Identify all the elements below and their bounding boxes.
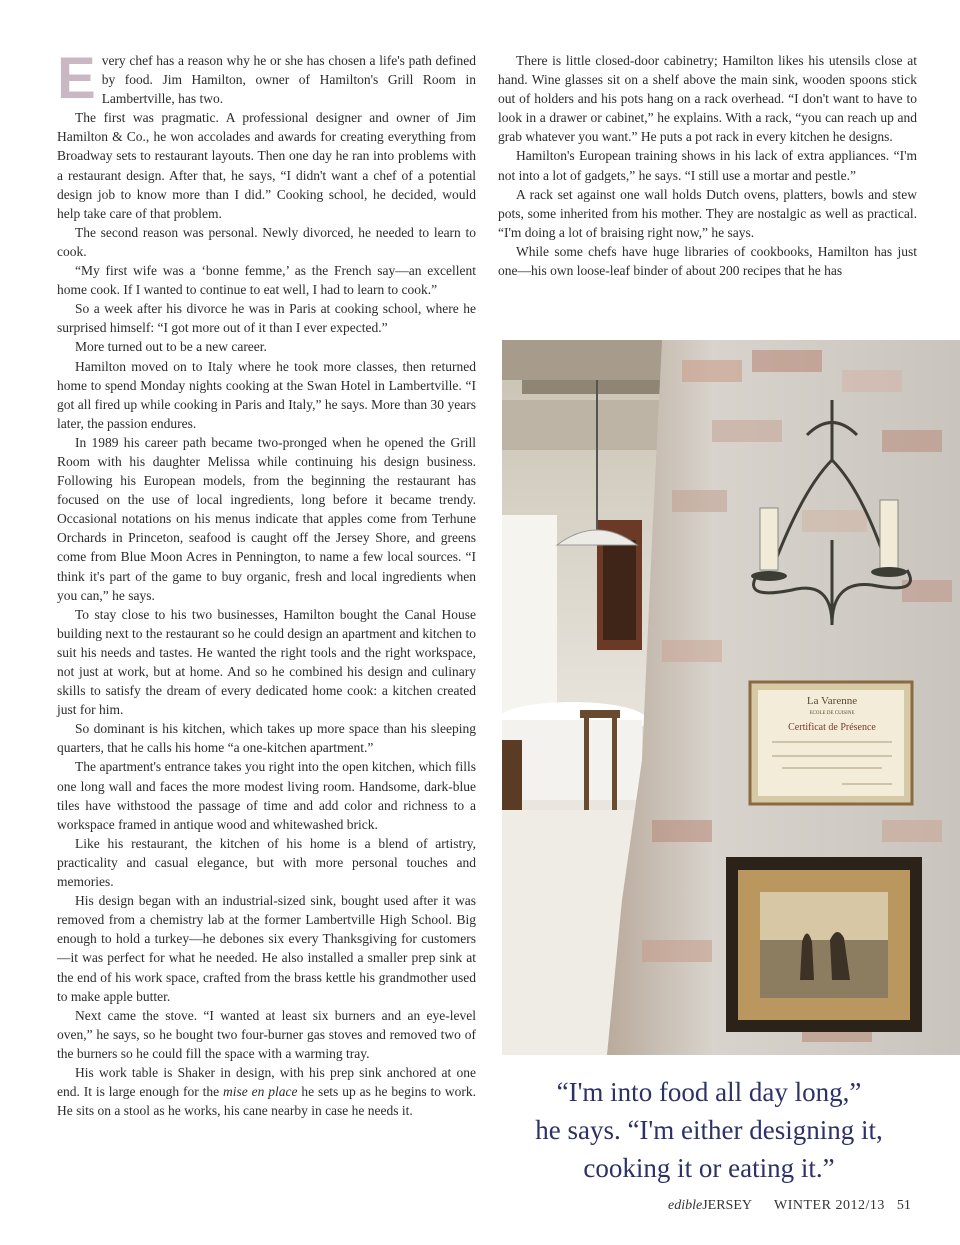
article-paragraph: Hamilton moved on to Italy where he took more classes, then returned home to spend Monday nights cooking at the Swan Hotel in Lambertville. “I got all fired up while cooking in Paris and Italy,” he says. More than 30 years later, the passion endures.: [57, 358, 476, 431]
magazine-name: JERSEY: [702, 1198, 753, 1213]
article-paragraph: Every chef has a reason why he or she has chosen a life's path defined by food. Jim Hamilton, owner of Hamilton's Grill Room in Lambertville, has two.: [57, 46, 476, 111]
article-paragraph: To stay close to his two businesses, Hamilton bought the Canal House building next to the restaurant so he could design an apartment and kitchen to suit his needs and tastes. He wanted the right tools and the right workspace, not just at work, but at home. And so he combined his design and culinary skills to satisfy the dream of every dedicated home cook: a kitchen created just for him.: [57, 606, 476, 718]
article-paragraph: So a week after his divorce he was in Paris at cooking school, where he surprised himself: “I got more out of it than I ever expected.”: [57, 301, 476, 336]
article-paragraph: So dominant is his kitchen, which takes up more space than his sleeping quarters, that he calls his home “a one-kitchen apartment.”: [57, 721, 476, 756]
article-paragraph: The second reason was personal. Newly divorced, he needed to learn to cook.: [57, 224, 476, 259]
page-number: 51: [896, 1198, 911, 1213]
issue-season: WINTER 2012/13: [774, 1198, 885, 1213]
ceiling: [502, 400, 662, 450]
article-paragraph: The apartment's entrance takes you right into the open kitchen, which fills one long wall and faces the more modest living room. Handsome, dark-blue tiles have withstood the passage of time and add color and richness to a workspace framed in antique wood and whitewashed brick.: [57, 759, 476, 832]
certificate-subtitle: ECOLE DE CUISINE: [809, 711, 855, 716]
article-paragraph: Next came the stove. “I wanted at least six burners and an eye-level oven,” he says, so he bought two four-burner gas stoves and removed two of the burners so he could fill the space with a warming tray.: [57, 1007, 476, 1061]
page-footer: [668, 1198, 918, 1214]
ceiling-beam: [502, 340, 662, 380]
article-paragraph: Hamilton's European training shows in his lack of extra appliances. “I'm not into a lot of gadgets,” he says. “I still use a mortar and pestle.”: [498, 148, 917, 183]
magazine-name-edible: edible: [668, 1198, 703, 1213]
article-paragraph: The first was pragmatic. A professional designer and owner of Jim Hamilton & Co., he won accolades and awards for creating everything from Broadway sets to restaurant layouts. Then one day he ran into problems with a restaurant design. After that, he says, “I didn't want a chef of a potential design job to know more than I did.” Cooking school, he decided, would help take care of that problem.: [57, 110, 476, 221]
article-paragraph: “My first wife was a ‘bonne femme,’ as the French say—an excellent home cook. If I wanted to continue to eat well, I had to learn to cook.”: [57, 263, 476, 298]
chair-back: [580, 710, 620, 718]
drop-cap: E: [57, 46, 96, 111]
framed-picture: [726, 857, 922, 1032]
article-paragraph: His work table is Shaker in design, with his prep sink anchored at one end. It is large enough for the mise en place he sets up as he begins to work. He sits on a stool as he works, his cane nearby in case he needs it.: [57, 1064, 476, 1119]
pull-quote-line: he says. “I'm either designing it,: [535, 1115, 883, 1145]
kitchen-photo: [502, 340, 960, 1055]
article-paragraph: More turned out to be a new career.: [75, 339, 267, 355]
tablecloth: [502, 720, 642, 800]
article-paragraph: While some chefs have huge libraries of cookbooks, Hamilton has just one—his own loose-leaf binder of about 200 recipes that he has: [498, 243, 917, 279]
ceiling-beam: [522, 380, 662, 394]
wine-rack-shelves: [603, 540, 636, 640]
article-paragraph: There is little closed-door cabinetry; Hamilton likes his utensils close at hand. Wine glasses sit on a shelf above the main sink, wooden spoons stick out of holders and his pots hang on a rack overhead. “I don't want to have to look in a drawer or cabinet,” he explains. With a rack, “you can reach up and grab whatever you want.” He puts a pot rack in every kitchen he designs.: [498, 53, 917, 145]
candle-icon: [880, 500, 898, 568]
pull-quote-line: “I'm into food all day long,”: [556, 1077, 862, 1107]
kitchen-photo-illustration: [502, 340, 960, 1055]
pull-quote: [502, 1073, 916, 1187]
italic-phrase: mise en place: [223, 1084, 298, 1100]
article-left-column: [57, 46, 476, 1120]
certificate-frame: [750, 682, 912, 804]
article-paragraph: In 1989 his career path became two-pronged when he opened the Grill Room with his daughter Melissa while continuing his design business. Following his European models, from the beginning the restaurant has focused on the use of local ingredients, long before it became trendy. Occasional notations on his menus indicate that apples come from Terhune Orchards in Princeton, seafood is caught off the Jersey Shore, and greens come from Blue Moon Acres in Pennington, to name a few local sources. “I think it's part of the game to buy organic, fresh and local ingredients when you can,” he says.: [57, 434, 476, 603]
candle-icon: [760, 508, 778, 570]
article-paragraph: Like his restaurant, the kitchen of his home is a blend of artistry, practicality and casual elegance, but with more personal touches and memories.: [57, 835, 476, 890]
article-right-column: [498, 51, 917, 280]
certificate-title: La Varenne: [806, 695, 858, 707]
article-paragraph: A rack set against one wall holds Dutch ovens, platters, bowls and stew pots, some inherited from his mother. They are nostalgic as well as practical. “I'm doing a lot of braising right now,” he says.: [498, 186, 917, 240]
article-paragraph: His design began with an industrial-sized sink, bought used after it was removed from a chemistry lab at the former Lambertville High School. Big enough to hold a turkey—he debones six every Thanksgiving for customers—it was perfect for what he needed. He also installed a smaller prep sink at the end of his work space, crafted from the brass kettle his grandmother used to make apple butter.: [57, 893, 476, 1004]
pull-quote-line: cooking it or eating it.”: [583, 1153, 835, 1183]
certificate-heading: Certificat de Présence: [788, 722, 876, 733]
